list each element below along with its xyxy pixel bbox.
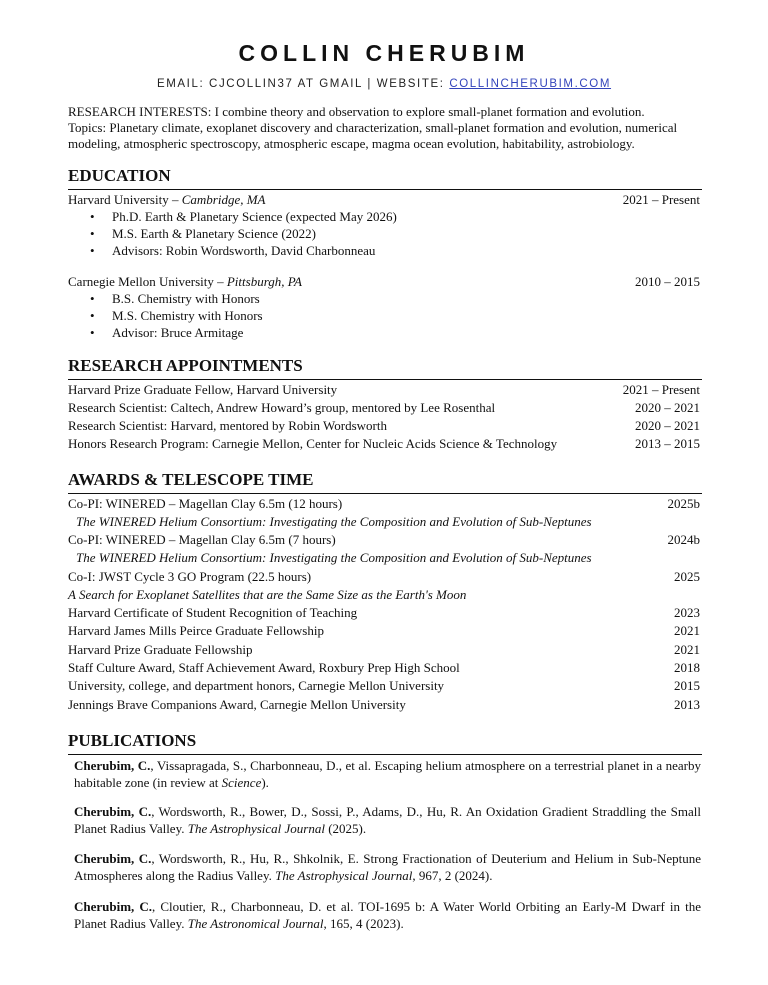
award-row: Harvard Prize Graduate Fellowship 2021 [68, 642, 700, 657]
award-subtitle: The WINERED Helium Consortium: Investigating the Composition and Evolution of Sub-Neptunes [76, 514, 592, 529]
degree-item: • M.S. Earth & Planetary Science (2022) [90, 226, 316, 241]
interests-statement: RESEARCH INTERESTS: I combine theory and observation to explore small-planet formation and evolution. [68, 104, 645, 119]
interests-topics: Topics: Planetary climate, exoplanet discovery and characterization, small-planet formation and evolution, numerical modeling, atmospheric spectroscopy, atmospheric escape, magma ocean evolution, habitability, astrobiology. [68, 120, 678, 151]
education-entry: Harvard University – Cambridge, MA 2021 – Present [68, 192, 700, 207]
research-heading: RESEARCH APPOINTMENTS [68, 356, 303, 375]
research-interests [68, 104, 704, 152]
appointment-row: Research Scientist: Harvard, mentored by Robin Wordsworth 2020 – 2021 [68, 418, 700, 433]
awards-heading: AWARDS & TELESCOPE TIME [68, 470, 314, 489]
award-row: Harvard Certificate of Student Recognition of Teaching 2023 [68, 605, 700, 620]
education-dates: 2010 – 2015 [635, 274, 700, 289]
publications-divider [68, 754, 702, 755]
publication-entry: Cherubim, C., Cloutier, R., Charbonneau, D. et al. TOI-1695 b: A Water World Orbiting an Early-M Dwarf in the Planet Radius Valley. The Astronomical Journal, 165, 4 (2023). [74, 899, 702, 931]
appointment-row: Harvard Prize Graduate Fellow, Harvard University 2021 – Present [68, 382, 700, 397]
award-subtitle: The WINERED Helium Consortium: Investigating the Composition and Evolution of Sub-Neptunes [76, 550, 592, 565]
education-dates: 2021 – Present [622, 192, 700, 207]
school-name: Carnegie Mellon University [68, 274, 214, 289]
bullet-icon: • [90, 209, 95, 224]
award-subtitle: A Search for Exoplanet Satellites that are the Same Size as the Earth's Moon [68, 587, 467, 602]
award-row: Harvard James Mills Peirce Graduate Fellowship 2021 [68, 623, 700, 638]
award-row: University, college, and department honors, Carnegie Mellon University 2015 [68, 678, 700, 693]
degree-item: • B.S. Chemistry with Honors [90, 291, 260, 306]
award-row: Staff Culture Award, Staff Achievement Award, Roxbury Prep High School 2018 [68, 660, 700, 675]
bullet-icon: • [90, 226, 95, 241]
bullet-icon: • [90, 291, 95, 306]
award-row: Jennings Brave Companions Award, Carnegie Mellon University 2013 [68, 697, 700, 712]
school-location: Cambridge, MA [181, 192, 266, 207]
school-location: Pittsburgh, PA [226, 274, 302, 289]
bullet-icon: • [90, 243, 95, 258]
education-entry: Carnegie Mellon University – Pittsburgh, PA 2010 – 2015 [68, 274, 700, 289]
degree-item: • M.S. Chemistry with Honors [90, 308, 263, 323]
education-divider [68, 189, 702, 190]
publication-entry: Cherubim, C., Wordsworth, R., Hu, R., Shkolnik, E. Strong Fractionation of Deuterium and Helium in Sub-Neptune Atmospheres along the Radius Valley. The Astrophysical Journal, 967, 2 (2024). [74, 851, 701, 883]
contact-email: EMAIL: CJCOLLIN37 AT GMAIL | WEBSITE: [156, 78, 450, 90]
cv-name: COLLIN CHERUBIM [238, 40, 530, 66]
publication-entry: Cherubim, C., Vissapragada, S., Charbonneau, D., et al. Escaping helium atmosphere on a terrestrial planet in a nearby habitable zone (in review at Science). [74, 758, 701, 790]
appointment-row: Research Scientist: Caltech, Andrew Howard’s group, mentored by Lee Rosenthal 2020 – 2021 [68, 400, 700, 415]
award-row: Co-PI: WINERED – Magellan Clay 6.5m (7 hours) 2024b [68, 532, 700, 547]
degree-item: • Advisors: Robin Wordsworth, David Charbonneau [90, 243, 376, 258]
bullet-icon: • [90, 325, 95, 340]
education-heading: EDUCATION [68, 166, 171, 185]
website-link[interactable]: COLLINCHERUBIM.COM [449, 78, 612, 90]
award-row: Co-I: JWST Cycle 3 GO Program (22.5 hours) 2025 [68, 569, 700, 584]
degree-item: • Advisor: Bruce Armitage [90, 325, 244, 340]
publication-entry: Cherubim, C., Wordsworth, R., Bower, D., Sossi, P., Adams, D., Hu, R. An Oxidation Gradient Straddling the Small Planet Radius Valley. The Astrophysical Journal (2025). [74, 804, 701, 836]
awards-divider [68, 493, 702, 494]
contact-line [0, 78, 768, 90]
award-row: Co-PI: WINERED – Magellan Clay 6.5m (12 hours) 2025b [68, 496, 700, 511]
publications-heading: PUBLICATIONS [68, 731, 197, 750]
school-name: Harvard University [68, 192, 169, 207]
research-divider [68, 379, 702, 380]
bullet-icon: • [90, 308, 95, 323]
degree-item: • Ph.D. Earth & Planetary Science (expected May 2026) [90, 209, 397, 224]
appointment-row: Honors Research Program: Carnegie Mellon, Center for Nucleic Acids Science & Technology 2013 – 2015 [68, 436, 700, 451]
